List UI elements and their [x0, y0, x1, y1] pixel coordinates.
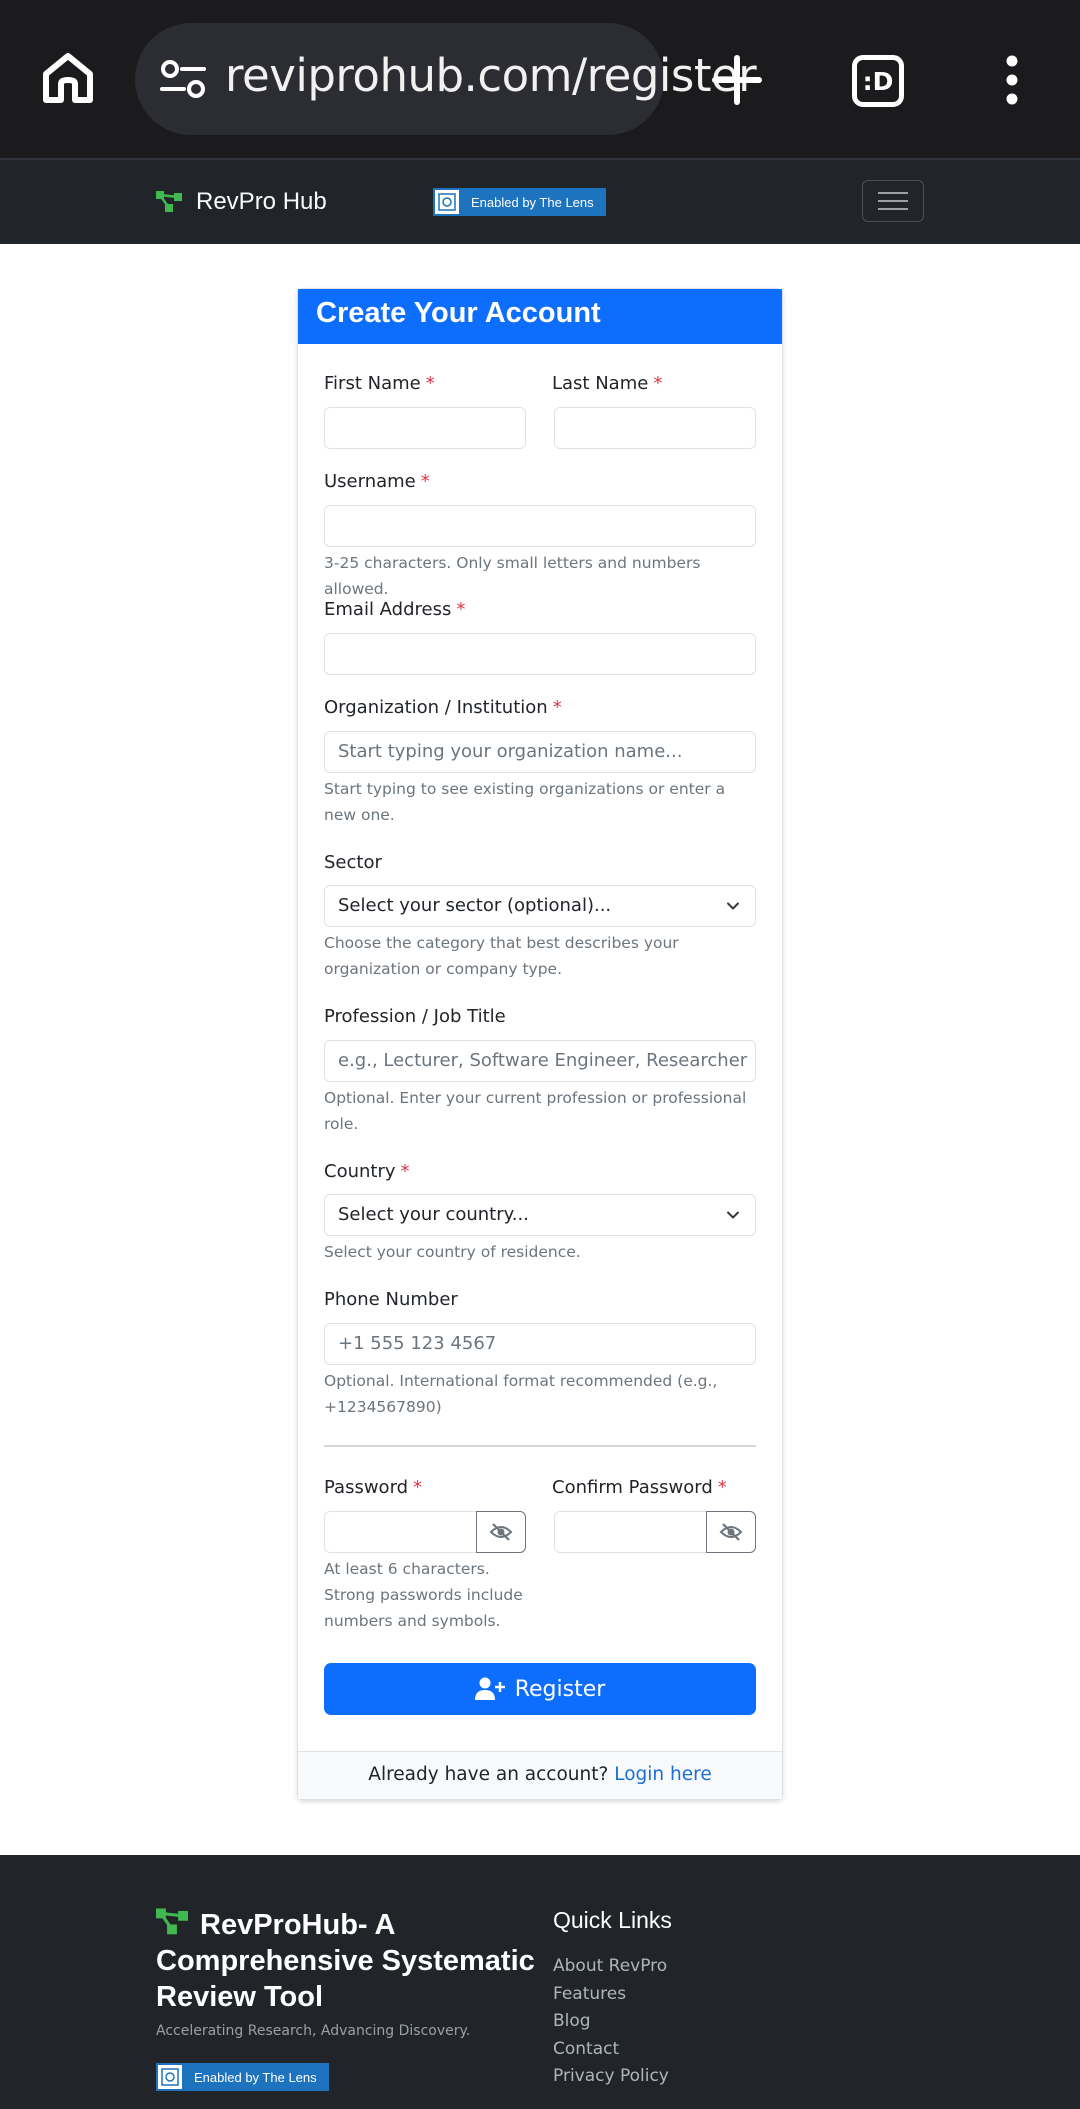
site-footer — [0, 1855, 1080, 2109]
country-select[interactable] — [324, 1194, 756, 1236]
login-prompt: Already have an account? — [368, 1764, 609, 1785]
confirm-password-visibility-toggle[interactable] — [706, 1511, 756, 1553]
profession-input[interactable]: e.g., Lecturer, Software Engineer, Researcher — [324, 1040, 756, 1082]
eye-slash-icon — [719, 1522, 743, 1542]
eye-slash-icon — [489, 1522, 513, 1542]
password-help: At least 6 characters. Strong passwords include numbers and symbols. — [324, 1560, 523, 1630]
register-card — [297, 288, 783, 1800]
form-divider — [324, 1445, 756, 1447]
country-help: Select your country of residence. — [324, 1243, 581, 1261]
country-label: Country * — [324, 1161, 410, 1182]
lens-badge[interactable] — [433, 188, 606, 216]
phone-label: Phone Number — [324, 1289, 458, 1310]
login-link[interactable]: Login here — [614, 1764, 712, 1785]
password-input[interactable] — [324, 1511, 477, 1553]
browser-toolbar — [0, 0, 1080, 158]
last-name-label: Last Name * — [552, 373, 663, 394]
tune-icon[interactable] — [160, 59, 206, 99]
footer-link-blog[interactable]: Blog — [553, 2011, 591, 2031]
quick-links-title: Quick Links — [553, 1907, 672, 1933]
home-icon[interactable] — [40, 50, 96, 106]
footer-title-text: RevProHub- A Comprehensive Systematic Review Tool — [156, 1909, 535, 2013]
chevron-down-icon — [725, 1207, 741, 1223]
lens-badge-label: Enabled by The Lens — [471, 194, 594, 210]
brand-name: RevPro Hub — [196, 188, 327, 215]
confirm-password-field — [554, 1511, 756, 1553]
confirm-password-label: Confirm Password * — [552, 1477, 727, 1498]
page-title: Create Your Account — [298, 289, 782, 344]
email-label: Email Address * — [324, 599, 466, 620]
card-footer — [298, 1751, 782, 1799]
brand-link[interactable] — [156, 188, 327, 216]
organization-label: Organization / Institution * — [324, 697, 562, 718]
footer-link-privacy[interactable]: Privacy Policy — [553, 2066, 669, 2086]
register-button[interactable] — [324, 1663, 756, 1715]
hamburger-icon[interactable] — [862, 180, 924, 222]
url-text[interactable]: reviprohub.com/register — [225, 49, 757, 102]
address-bar[interactable] — [135, 23, 757, 135]
footer-title — [156, 1907, 536, 2015]
password-visibility-toggle[interactable] — [476, 1511, 526, 1553]
confirm-password-input[interactable] — [554, 1511, 707, 1553]
tabs-icon[interactable]: :D — [852, 55, 904, 107]
footer-link-contact[interactable]: Contact — [553, 2038, 620, 2059]
email-input[interactable] — [324, 633, 756, 675]
password-field — [324, 1511, 526, 1553]
register-button-label: Register — [514, 1676, 606, 1702]
phone-input[interactable]: +1 555 123 4567 — [324, 1323, 756, 1365]
sector-select-value: Select your sector (optional)... — [338, 895, 612, 916]
username-help: 3-25 characters. Only small letters and numbers allowed. — [324, 554, 701, 598]
username-label: Username * — [324, 471, 430, 492]
phone-help: Optional. International format recommended (e.g., +1234567890) — [324, 1372, 718, 1416]
first-name-input[interactable] — [324, 407, 526, 449]
footer-link-features[interactable]: Features — [553, 1983, 627, 2004]
password-label: Password * — [324, 1477, 423, 1498]
profession-help: Optional. Enter your current profession or professional role. — [324, 1089, 747, 1133]
chevron-down-icon — [725, 898, 741, 914]
footer-lens-badge-label: Enabled by The Lens — [194, 2069, 317, 2085]
sector-label: Sector — [324, 852, 382, 873]
organization-input[interactable]: Start typing your organization name... — [324, 731, 756, 773]
first-name-label: First Name * — [324, 373, 435, 394]
brand-logo-icon — [156, 1908, 188, 1936]
username-input[interactable] — [324, 505, 756, 547]
lens-icon — [433, 188, 461, 216]
plus-icon[interactable] — [712, 55, 762, 105]
user-plus-icon — [475, 1677, 505, 1701]
brand-logo-icon — [156, 191, 182, 213]
lens-icon — [156, 2063, 184, 2091]
site-navbar — [0, 158, 1080, 244]
quick-links-list — [553, 1953, 669, 2091]
last-name-input[interactable] — [554, 407, 756, 449]
more-vert-icon[interactable] — [1000, 55, 1024, 105]
sector-select[interactable] — [324, 885, 756, 927]
country-select-value: Select your country... — [338, 1204, 529, 1225]
organization-help: Start typing to see existing organizations or enter a new one. — [324, 780, 726, 824]
footer-tagline: Accelerating Research, Advancing Discovery. — [156, 2023, 471, 2039]
footer-link-about[interactable]: About RevPro — [553, 1956, 668, 1976]
footer-lens-badge[interactable] — [156, 2063, 329, 2091]
sector-help: Choose the category that best describes your organization or company type. — [324, 934, 679, 978]
profession-label: Profession / Job Title — [324, 1006, 506, 1027]
